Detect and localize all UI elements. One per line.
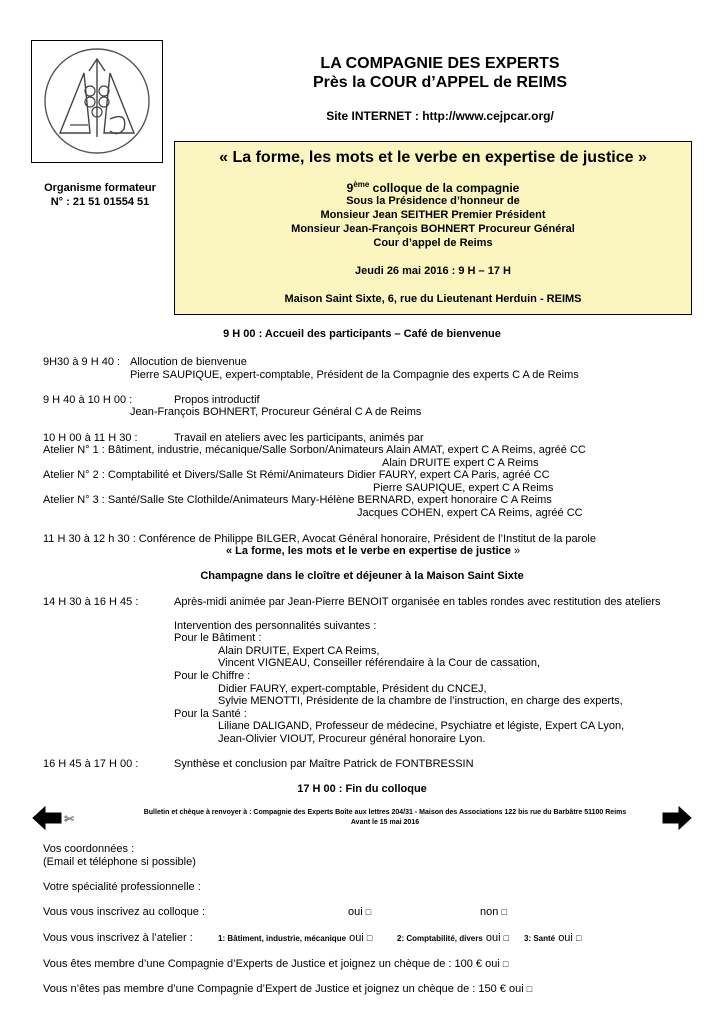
conference-line: 11 H 30 à 12 h 30 : Conférence de Philippe BILGER, Avocat Général honoraire, Président de l’Institut de la parole [43, 533, 596, 545]
checkbox-icon: □ [575, 933, 582, 943]
event-date: Jeudi 26 mai 2016 : 9 H – 17 H [355, 265, 511, 277]
intervention-heading: Intervention des personnalités suivantes : [174, 620, 377, 632]
topic-heading: Pour le Bâtiment : [174, 632, 262, 644]
topic-heading: Pour le Chiffre : [174, 670, 251, 682]
inscription-label: Vous vous inscrivez au colloque : [43, 906, 206, 918]
atelier-choice-label: Vous vous inscrivez à l’atelier : [43, 932, 193, 944]
membre-option[interactable]: Vous êtes membre d’une Compagnie d’Experts de Justice et joignez un chèque de : 100 € oui □ [43, 958, 509, 970]
time-slot: 9 H 40 à 10 H 00 : [43, 394, 133, 406]
welcome-line: 9 H 00 : Accueil des participants – Café de bienvenue [223, 328, 501, 340]
time-slot: 16 H 45 à 17 H 00 : [43, 758, 139, 770]
event-title: « La forme, les mots et le verbe en expertise de justice » [219, 149, 647, 166]
time-slot: 9H30 à 9 H 40 : [43, 356, 121, 368]
scissors-icon: ✄ [64, 812, 75, 826]
time-slot: 14 H 30 à 16 H 45 : [43, 596, 139, 608]
conference-title: « La forme, les mots et le verbe en expertise de justice » [226, 545, 521, 557]
agenda-detail: Jean-François BOHNERT, Procureur Général C A de Reims [130, 406, 422, 418]
right-arrow-icon [662, 806, 692, 830]
speaker-line: Sylvie MENOTTI, Présidente de la chambre de l’instruction, en charge des experts, [218, 695, 623, 707]
coupon-address: Bulletin et chèque à renvoyer à : Compagnie des Experts Boîte aux lettres 204/31 - Maison des Associations 122 bis rue du Barbâtre 51100 Reims [143, 809, 627, 816]
atelier-1-option[interactable]: 1: Bâtiment, industrie, mécanique oui □ [218, 932, 373, 944]
agenda-detail: Pierre SAUPIQUE, expert-comptable, Président de la Compagnie des experts C A de Reims [130, 369, 579, 381]
event-box [174, 141, 692, 315]
atelier-line: Atelier N° 3 : Santé/Salle Ste Clothilde/Animateurs Mary-Hélène BERNARD, expert honoraire C A Reims [43, 494, 552, 506]
non-membre-option[interactable]: Vous n’êtes pas membre d’une Compagnie d’Expert de Justice et joignez un chèque de : 150 € oui □ [43, 983, 533, 995]
presidence-line: Sous la Présidence d’honneur de [346, 195, 520, 207]
speaker-line: Alain DRUITE, Expert CA Reims, [218, 645, 380, 657]
checkbox-icon: □ [366, 933, 373, 943]
agenda-title: Travail en ateliers avec les participants, animés par [174, 432, 424, 444]
organisme-number: N° : 21 51 01554 51 [50, 196, 150, 208]
agenda-title: Synthèse et conclusion par Maître Patrick de FONTBRESSIN [174, 758, 474, 770]
speaker-line: Didier FAURY, expert-comptable, Président du CNCEJ, [218, 683, 487, 695]
coordinates-hint: (Email et téléphone si possible) [43, 856, 196, 868]
speaker-line: Jean-Olivier VIOUT, Procureur général honoraire Lyon. [218, 733, 486, 745]
page-title: LA COMPAGNIE DES EXPERTS [320, 55, 560, 72]
topic-heading: Pour la Santé : [174, 708, 247, 720]
procureur-name: Monsieur Jean-François BOHNERT Procureur Général [291, 223, 575, 235]
atelier-line: Atelier N° 1 : Bâtiment, industrie, mécanique/Salle Sorbon/Animateurs Alain AMAT, expert C A Reims, agréé CC [43, 444, 586, 456]
atelier-line: Pierre SAUPIQUE, expert C A Reims [373, 482, 554, 494]
colloque-line: 9ème colloque de la compagnie [346, 180, 520, 195]
organisme-label: Organisme formateur [44, 182, 156, 194]
atelier-line: Jacques COHEN, expert CA Reims, agréé CC [357, 507, 583, 519]
speciality-label: Votre spécialité professionnelle : [43, 881, 201, 893]
left-arrow-icon [32, 806, 62, 830]
time-slot: 10 H 00 à 11 H 30 : [43, 432, 138, 444]
president-name: Monsieur Jean SEITHER Premier Président [320, 209, 546, 221]
atelier-line: Alain DRUITE expert C A Reims [382, 457, 539, 469]
atelier-3-option[interactable]: 3: Santé oui □ [524, 932, 582, 944]
coordinates-label: Vos coordonnées : [43, 843, 135, 855]
logo-frame [31, 40, 163, 163]
speaker-line: Vincent VIGNEAU, Conseiller référendaire à la Cour de cassation, [218, 657, 541, 669]
page-subtitle: Près la COUR d’APPEL de REIMS [313, 74, 567, 91]
speaker-line: Liliane DALIGAND, Professeur de médecine, Psychiatre et légiste, Expert CA Lyon, [218, 720, 625, 732]
checkbox-icon: □ [365, 907, 372, 917]
checkbox-icon: □ [501, 907, 507, 917]
court-name: Cour d’appel de Reims [373, 237, 493, 249]
agenda-title: Après-midi animée par Jean-Pierre BENOIT organisée en tables rondes avec restitution des ateliers [174, 596, 661, 608]
agenda-title: Propos introductif [174, 394, 260, 406]
lunch-line: Champagne dans le cloître et déjeuner à la Maison Saint Sixte [200, 570, 524, 582]
oui-option[interactable]: oui □ [348, 906, 372, 918]
event-location: Maison Saint Sixte, 6, rue du Lieutenant Herduin - REIMS [284, 293, 582, 305]
compagnie-emblem-logo [32, 41, 162, 162]
checkbox-icon: □ [503, 933, 510, 943]
non-option[interactable]: non □ [480, 906, 507, 918]
atelier-2-option[interactable]: 2: Comptabilité, divers oui □ [397, 932, 510, 944]
checkbox-icon: □ [502, 959, 509, 969]
website-line: Site INTERNET : http://www.cejpcar.org/ [326, 109, 554, 123]
atelier-line: Atelier N° 2 : Comptabilité et Divers/Salle St Rémi/Animateurs Didier FAURY, expert CA Paris, agréé CC [43, 469, 550, 481]
end-line: 17 H 00 : Fin du colloque [297, 783, 427, 795]
agenda-title: Allocution de bienvenue [130, 356, 247, 368]
checkbox-icon: □ [526, 984, 533, 994]
coupon-deadline: Avant le 15 mai 2016 [350, 819, 420, 826]
